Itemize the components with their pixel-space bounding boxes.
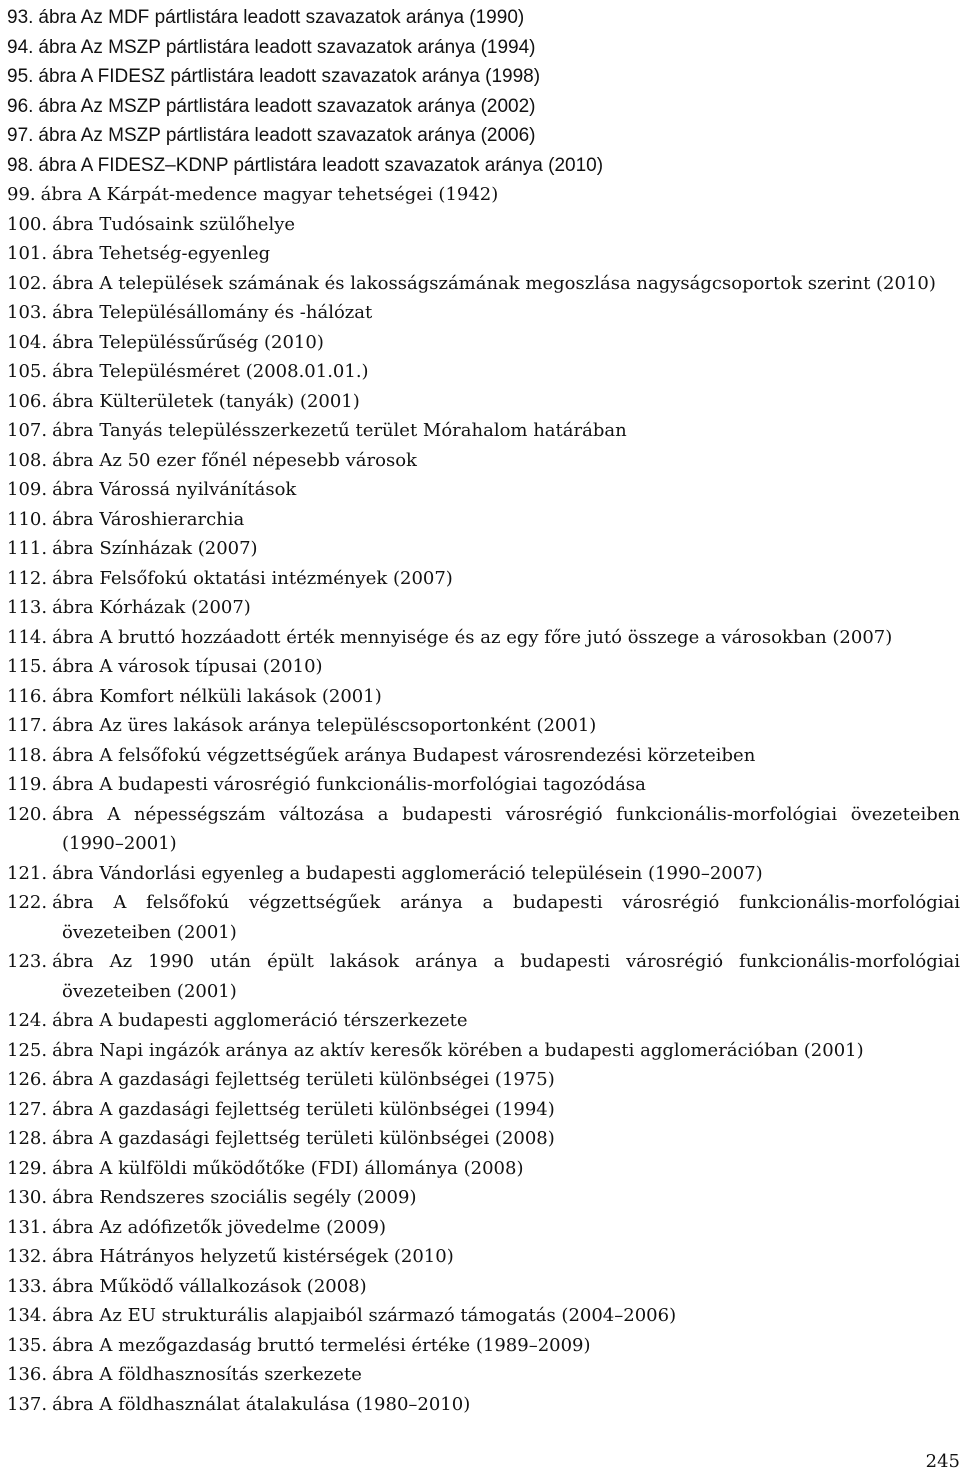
figure-number: 137. xyxy=(7,1393,48,1415)
list-item xyxy=(7,1183,960,1213)
list-item xyxy=(7,682,960,712)
figure-number: 127. xyxy=(7,1098,48,1120)
figure-caption: ábra Az adófizetők jövedelme (2009) xyxy=(52,1216,386,1238)
figure-number: 120. xyxy=(7,803,48,825)
figure-caption: ábra Komfort nélküli lakások (2001) xyxy=(52,685,382,707)
list-item xyxy=(7,1390,960,1420)
list-item xyxy=(7,888,960,947)
figure-caption: ábra A népességszám változása a budapesti városrégió funkcionális-morfológiai övezeteiben (1990–2001) xyxy=(52,803,960,854)
figure-number: 111. xyxy=(7,538,48,559)
figure-caption: ábra Tanyás településszerkezetű terület Mórahalom határában xyxy=(52,420,627,441)
list-item xyxy=(7,770,960,800)
figure-caption: ábra Az MDF pártlistára leadott szavazatok aránya (1990) xyxy=(38,7,525,28)
list-item xyxy=(7,62,960,92)
figure-caption: ábra Hátrányos helyzetű kistérségek (2010) xyxy=(52,1246,454,1267)
figure-caption: ábra A Kárpát-medence magyar tehetségei (1942) xyxy=(40,184,499,205)
figure-caption: ábra Rendszeres szociális segély (2009) xyxy=(52,1187,417,1208)
figure-number: 122. xyxy=(7,892,48,913)
figure-number: 107. xyxy=(7,420,48,441)
figure-caption: ábra Külterületek (tanyák) (2001) xyxy=(52,390,360,412)
figure-number: 125. xyxy=(7,1039,48,1061)
figure-number: 131. xyxy=(7,1216,48,1238)
figure-caption: ábra Tudósaink szülőhelye xyxy=(52,213,296,235)
figure-caption: ábra A gazdasági fejlettség területi különbségei (2008) xyxy=(52,1128,555,1149)
figure-caption: ábra A felsőfokú végzettségűek aránya a budapesti városrégió funkcionális-morfológiai övezeteiben (2001) xyxy=(52,892,960,943)
figure-caption: ábra A gazdasági fejlettség területi különbségei (1994) xyxy=(52,1098,555,1120)
list-item xyxy=(7,1272,960,1302)
figure-number: 116. xyxy=(7,685,48,707)
figure-number: 114. xyxy=(7,626,48,648)
list-item xyxy=(7,593,960,623)
figure-number: 130. xyxy=(7,1187,48,1208)
list-item xyxy=(7,33,960,63)
figure-number: 96. xyxy=(7,95,34,117)
figure-caption: ábra Tehetség-egyenleg xyxy=(52,243,271,264)
figure-caption: ábra Az MSZP pártlistára leadott szavazatok aránya (1994) xyxy=(38,36,536,58)
figure-caption: ábra Településsűrűség (2010) xyxy=(52,331,324,353)
list-item xyxy=(7,1154,960,1184)
list-item xyxy=(7,1360,960,1390)
figure-caption: ábra Az üres lakások aránya településcsoportonként (2001) xyxy=(52,715,597,736)
figure-caption: ábra Működő vállalkozások (2008) xyxy=(52,1275,367,1297)
figure-caption: ábra A FIDESZ–KDNP pártlistára leadott szavazatok aránya (2010) xyxy=(38,154,604,176)
figure-number: 98. xyxy=(7,154,34,176)
list-item xyxy=(7,180,960,210)
list-item xyxy=(7,210,960,240)
list-item xyxy=(7,1036,960,1066)
figure-caption: ábra Az MSZP pártlistára leadott szavazatok aránya (2006) xyxy=(38,125,536,146)
list-item xyxy=(7,1301,960,1331)
figure-caption: ábra Településméret (2008.01.01.) xyxy=(52,361,369,382)
figure-caption: ábra Napi ingázók aránya az aktív keresők körében a budapesti agglomerációban (2001) xyxy=(52,1039,864,1061)
figure-number: 132. xyxy=(7,1246,48,1267)
figure-caption: ábra Színházak (2007) xyxy=(52,538,258,559)
list-item xyxy=(7,151,960,181)
figure-caption: ábra Városhierarchia xyxy=(52,508,245,530)
page-number: 245 xyxy=(925,1451,960,1472)
figure-caption: ábra Az MSZP pártlistára leadott szavazatok aránya (2002) xyxy=(38,95,536,117)
figure-number: 103. xyxy=(7,302,48,323)
figure-number: 135. xyxy=(7,1334,48,1356)
list-item xyxy=(7,269,960,299)
figure-number: 115. xyxy=(7,656,48,677)
list-item xyxy=(7,3,960,33)
figure-caption: ábra A felsőfokú végzettségűek aránya Budapest városrendezési körzeteiben xyxy=(52,744,756,766)
figure-caption: ábra Településállomány és -hálózat xyxy=(52,302,373,323)
figure-number: 118. xyxy=(7,744,48,766)
list-item xyxy=(7,711,960,741)
figure-list xyxy=(7,3,960,1419)
list-item xyxy=(7,239,960,269)
list-item xyxy=(7,121,960,151)
figure-number: 99. xyxy=(7,184,36,205)
list-item xyxy=(7,446,960,476)
list-item xyxy=(7,1331,960,1361)
list-item xyxy=(7,357,960,387)
figure-caption: ábra A mezőgazdaság bruttó termelési értéke (1989–2009) xyxy=(52,1334,591,1356)
figure-caption: ábra Az 50 ezer főnél népesebb városok xyxy=(52,449,417,471)
list-item xyxy=(7,947,960,1006)
list-item xyxy=(7,387,960,417)
list-item xyxy=(7,328,960,358)
figure-caption: ábra Az EU strukturális alapjaiból származó támogatás (2004–2006) xyxy=(52,1305,677,1326)
list-item xyxy=(7,800,960,859)
figure-number: 133. xyxy=(7,1275,48,1297)
figure-number: 117. xyxy=(7,715,48,736)
figure-number: 94. xyxy=(7,36,34,58)
figure-number: 129. xyxy=(7,1157,48,1179)
figure-caption: ábra Felsőfokú oktatási intézmények (2007) xyxy=(52,567,453,589)
figure-caption: ábra A budapesti agglomeráció térszerkezete xyxy=(52,1010,468,1031)
figure-number: 126. xyxy=(7,1069,48,1090)
figure-number: 110. xyxy=(7,508,48,530)
figure-caption: ábra A földhasznosítás szerkezete xyxy=(52,1364,362,1385)
list-item xyxy=(7,564,960,594)
list-item xyxy=(7,505,960,535)
figure-number: 136. xyxy=(7,1364,48,1385)
figure-caption: ábra A gazdasági fejlettség területi különbségei (1975) xyxy=(52,1069,555,1090)
figure-number: 108. xyxy=(7,449,48,471)
figure-number: 106. xyxy=(7,390,48,412)
figure-number: 102. xyxy=(7,272,48,294)
list-item xyxy=(7,416,960,446)
list-item xyxy=(7,652,960,682)
figure-number: 134. xyxy=(7,1305,48,1326)
figure-caption: ábra A városok típusai (2010) xyxy=(52,656,323,677)
figure-caption: ábra Kórházak (2007) xyxy=(52,597,251,618)
figure-caption: ábra Az 1990 után épült lakások aránya a budapesti városrégió funkcionális-morfológiai övezeteiben (2001) xyxy=(52,951,960,1002)
list-item xyxy=(7,534,960,564)
figure-caption: ábra Vándorlási egyenleg a budapesti agglomeráció településein (1990–2007) xyxy=(52,862,763,884)
list-item xyxy=(7,1065,960,1095)
figure-caption: ábra A települések számának és lakosságszámának megoszlása nagyságcsoportok szerint (2010) xyxy=(52,272,936,294)
list-item xyxy=(7,475,960,505)
list-item xyxy=(7,1124,960,1154)
figure-caption: ábra A bruttó hozzáadott érték mennyisége és az egy főre jutó összege a városokban (2007) xyxy=(52,626,893,648)
figure-number: 104. xyxy=(7,331,48,353)
figure-number: 95. xyxy=(7,66,34,87)
figure-caption: ábra Várossá nyilvánítások xyxy=(52,479,297,500)
figure-caption: ábra A külföldi működőtőke (FDI) állománya (2008) xyxy=(52,1157,524,1179)
list-item xyxy=(7,1095,960,1125)
figure-number: 93. xyxy=(7,7,34,28)
list-item xyxy=(7,1213,960,1243)
figure-number: 100. xyxy=(7,213,48,235)
figure-caption: ábra A földhasználat átalakulása (1980–2010) xyxy=(52,1393,471,1415)
figure-number: 124. xyxy=(7,1010,48,1031)
list-item xyxy=(7,859,960,889)
list-item xyxy=(7,298,960,328)
list-item xyxy=(7,1242,960,1272)
list-item xyxy=(7,1006,960,1036)
figure-caption: ábra A budapesti városrégió funkcionális-morfológiai tagozódása xyxy=(52,774,646,795)
figure-number: 119. xyxy=(7,774,48,795)
figure-number: 97. xyxy=(7,125,34,146)
figure-number: 121. xyxy=(7,862,48,884)
figure-number: 109. xyxy=(7,479,48,500)
figure-number: 128. xyxy=(7,1128,48,1149)
figure-number: 101. xyxy=(7,243,48,264)
figure-number: 105. xyxy=(7,361,48,382)
list-item xyxy=(7,92,960,122)
figure-number: 112. xyxy=(7,567,48,589)
list-item xyxy=(7,741,960,771)
list-item xyxy=(7,623,960,653)
figure-number: 123. xyxy=(7,951,48,972)
figure-caption: ábra A FIDESZ pártlistára leadott szavazatok aránya (1998) xyxy=(38,66,541,87)
figure-number: 113. xyxy=(7,597,48,618)
